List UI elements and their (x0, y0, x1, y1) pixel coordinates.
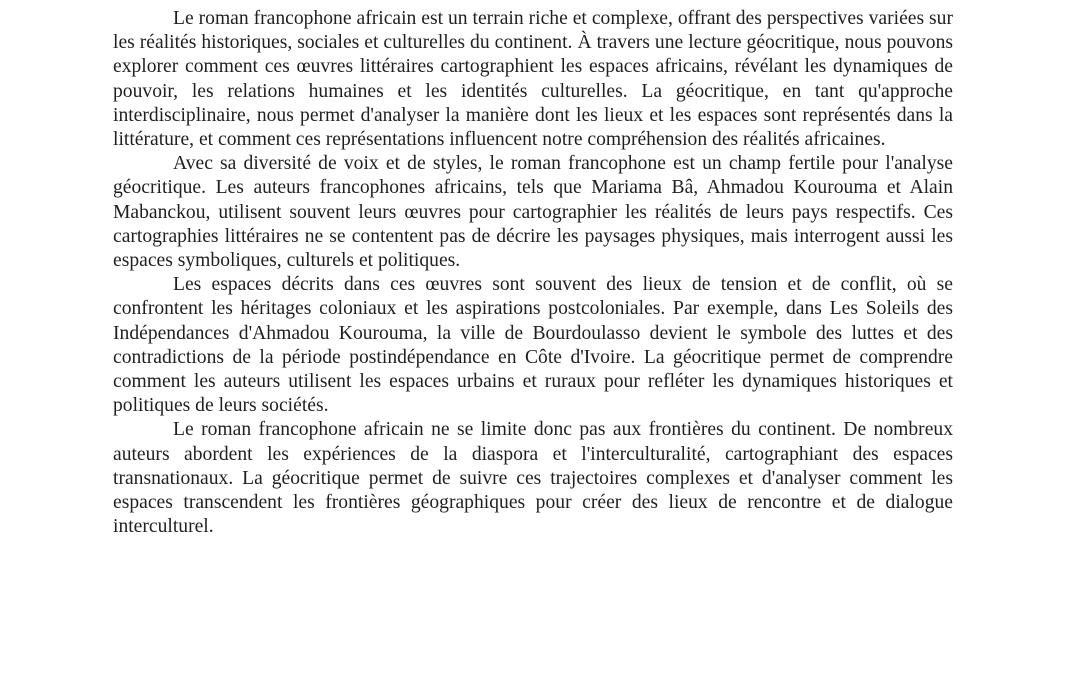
document-body (113, 7, 953, 539)
paragraph-2: Avec sa diversité de voix et de styles, le roman francophone est un champ fertile pour l'analyse géocritique. Les auteurs francophones africains, tels que Mariama Bâ, Ahmadou Kourouma et Alain Mabanckou, utilisent souvent leurs œuvres pour cartographier les réalités de leurs pays respectifs. Ces cartographies littéraires ne se contentent pas de décrire les paysages physiques, mais interrogent aussi les espaces symboliques, culturels et politiques. (113, 153, 953, 272)
paragraph-3: Les espaces décrits dans ces œuvres sont souvent des lieux de tension et de conflit, où se confrontent les héritages coloniaux et les aspirations postcoloniales. Par exemple, dans Les Soleils des Indépendances d'Ahmadou Kourouma, la ville de Bourdoulasso devient le symbole des luttes et des contradictions de la période postindépendance en Côte d'Ivoire. La géocritique permet de comprendre comment les auteurs utilisent les espaces urbains et ruraux pour refléter les dynamiques historiques et politiques de leurs sociétés. (113, 274, 953, 417)
paragraph-1: Le roman francophone africain est un terrain riche et complexe, offrant des perspectives variées sur les réalités historiques, sociales et culturelles du continent. À travers une lecture géocritique, nous pouvons explorer comment ces œuvres littéraires cartographient les espaces africains, révélant les dynamiques de pouvoir, les relations humaines et les identités culturelles. La géocritique, en tant qu'approche interdisciplinaire, nous permet d'analyser la manière dont les lieux et les espaces sont représentés dans la littérature, et comment ces représentations influencent notre compréhension des réalités africaines. (113, 8, 953, 151)
paragraph-4: Le roman francophone africain ne se limite donc pas aux frontières du continent. De nombreux auteurs abordent les expériences de la diaspora et l'interculturalité, cartographiant des espaces transnationaux. La géocritique permet de suivre ces trajectoires complexes et d'analyser comment les espaces transcendent les frontières géographiques pour créer des lieux de rencontre et de dialogue interculturel. (113, 419, 953, 538)
